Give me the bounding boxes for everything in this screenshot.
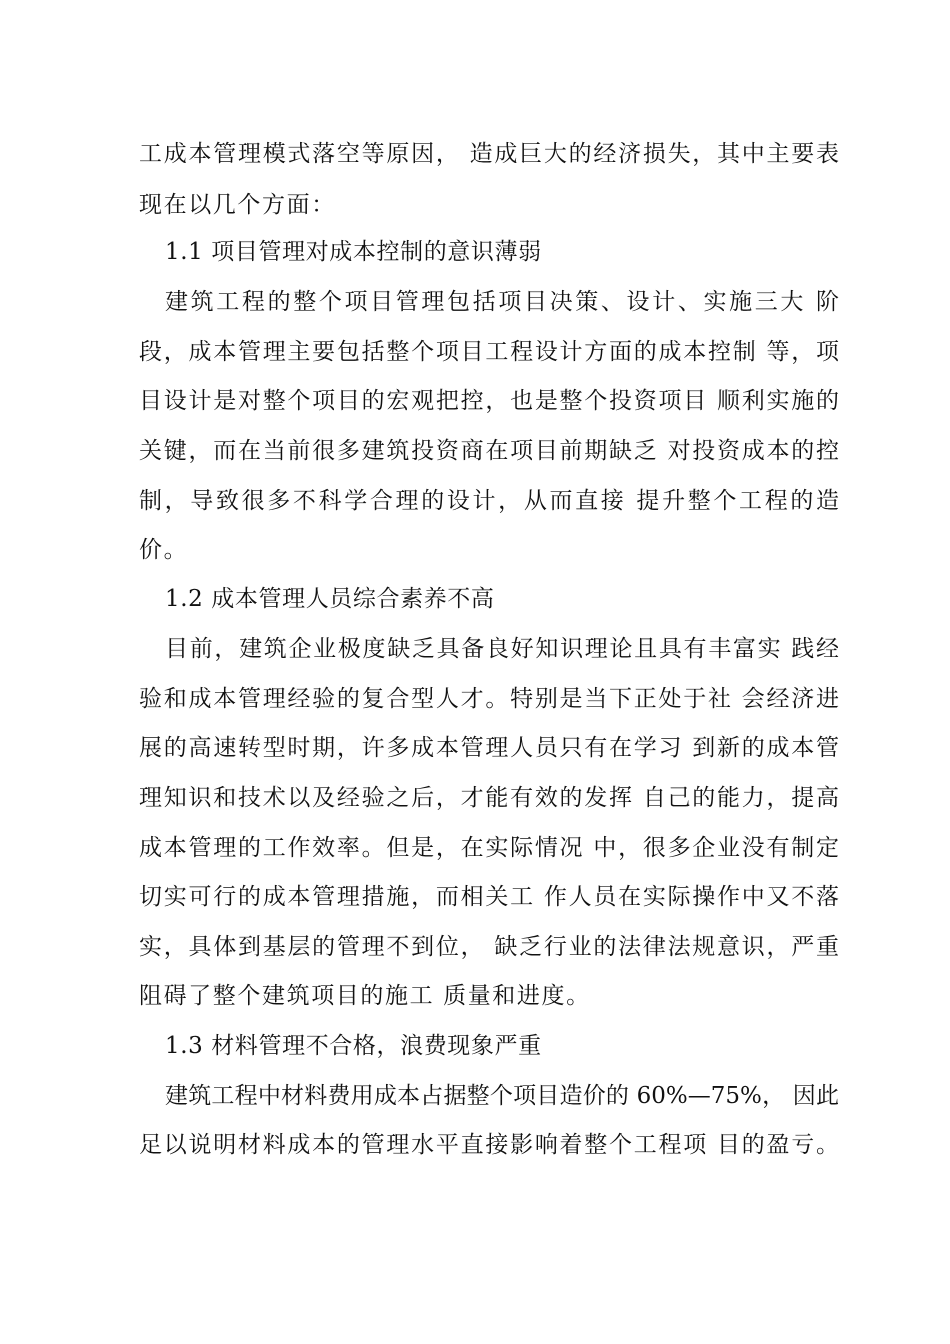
- paragraph-line: 展的高速转型时期，许多成本管理人员只有在学习 到新的成本管: [139, 735, 839, 761]
- paragraph-line: 建筑工程的整个项目管理包括项目决策、设计、实施三大 阶: [165, 289, 839, 315]
- section-heading-1-3: 1.3 材料管理不合格，浪费现象严重: [165, 1033, 542, 1059]
- paragraph-line: 价。: [139, 537, 189, 563]
- paragraph-line: 关键，而在当前很多建筑投资商在项目前期缺乏 对投资成本的控: [139, 438, 839, 464]
- paragraph-line: 制，导致很多不科学合理的设计，从而直接 提升整个工程的造: [139, 488, 839, 514]
- paragraph-line: 目前，建筑企业极度缺乏具备良好知识理论且具有丰富实 践经: [165, 636, 839, 662]
- paragraph-line: 足以说明材料成本的管理水平直接影响着整个工程项 目的盈亏。: [139, 1132, 839, 1158]
- section-heading-1-1: 1.1 项目管理对成本控制的意识薄弱: [165, 239, 542, 265]
- paragraph-line: 成本管理的工作效率。但是，在实际情况 中，很多企业没有制定: [139, 835, 839, 861]
- paragraph-line: 验和成本管理经验的复合型人才。特别是当下正处于社 会经济进: [139, 686, 839, 712]
- paragraph-line: 理知识和技术以及经验之后，才能有效的发挥 自己的能力，提高: [139, 785, 839, 811]
- paragraph-line: 工成本管理模式落空等原因， 造成巨大的经济损失，其中主要表: [139, 141, 839, 167]
- paragraph-line: 阻碍了整个建筑项目的施工 质量和进度。: [139, 983, 591, 1009]
- section-heading-1-2: 1.2 成本管理人员综合素养不高: [165, 586, 495, 612]
- paragraph-line: 现在以几个方面：: [139, 192, 336, 218]
- paragraph-line: 实，具体到基层的管理不到位， 缺乏行业的法律法规意识，严重: [139, 934, 839, 960]
- paragraph-line: 建筑工程中材料费用成本占据整个项目造价的 60%—75%， 因此: [165, 1083, 839, 1109]
- paragraph-line: 目设计是对整个项目的宏观把控，也是整个投资项目 顺利实施的: [139, 388, 839, 414]
- paragraph-line: 切实可行的成本管理措施，而相关工 作人员在实际操作中又不落: [139, 884, 839, 910]
- paragraph-line: 段，成本管理主要包括整个项目工程设计方面的成本控制 等，项: [139, 339, 839, 365]
